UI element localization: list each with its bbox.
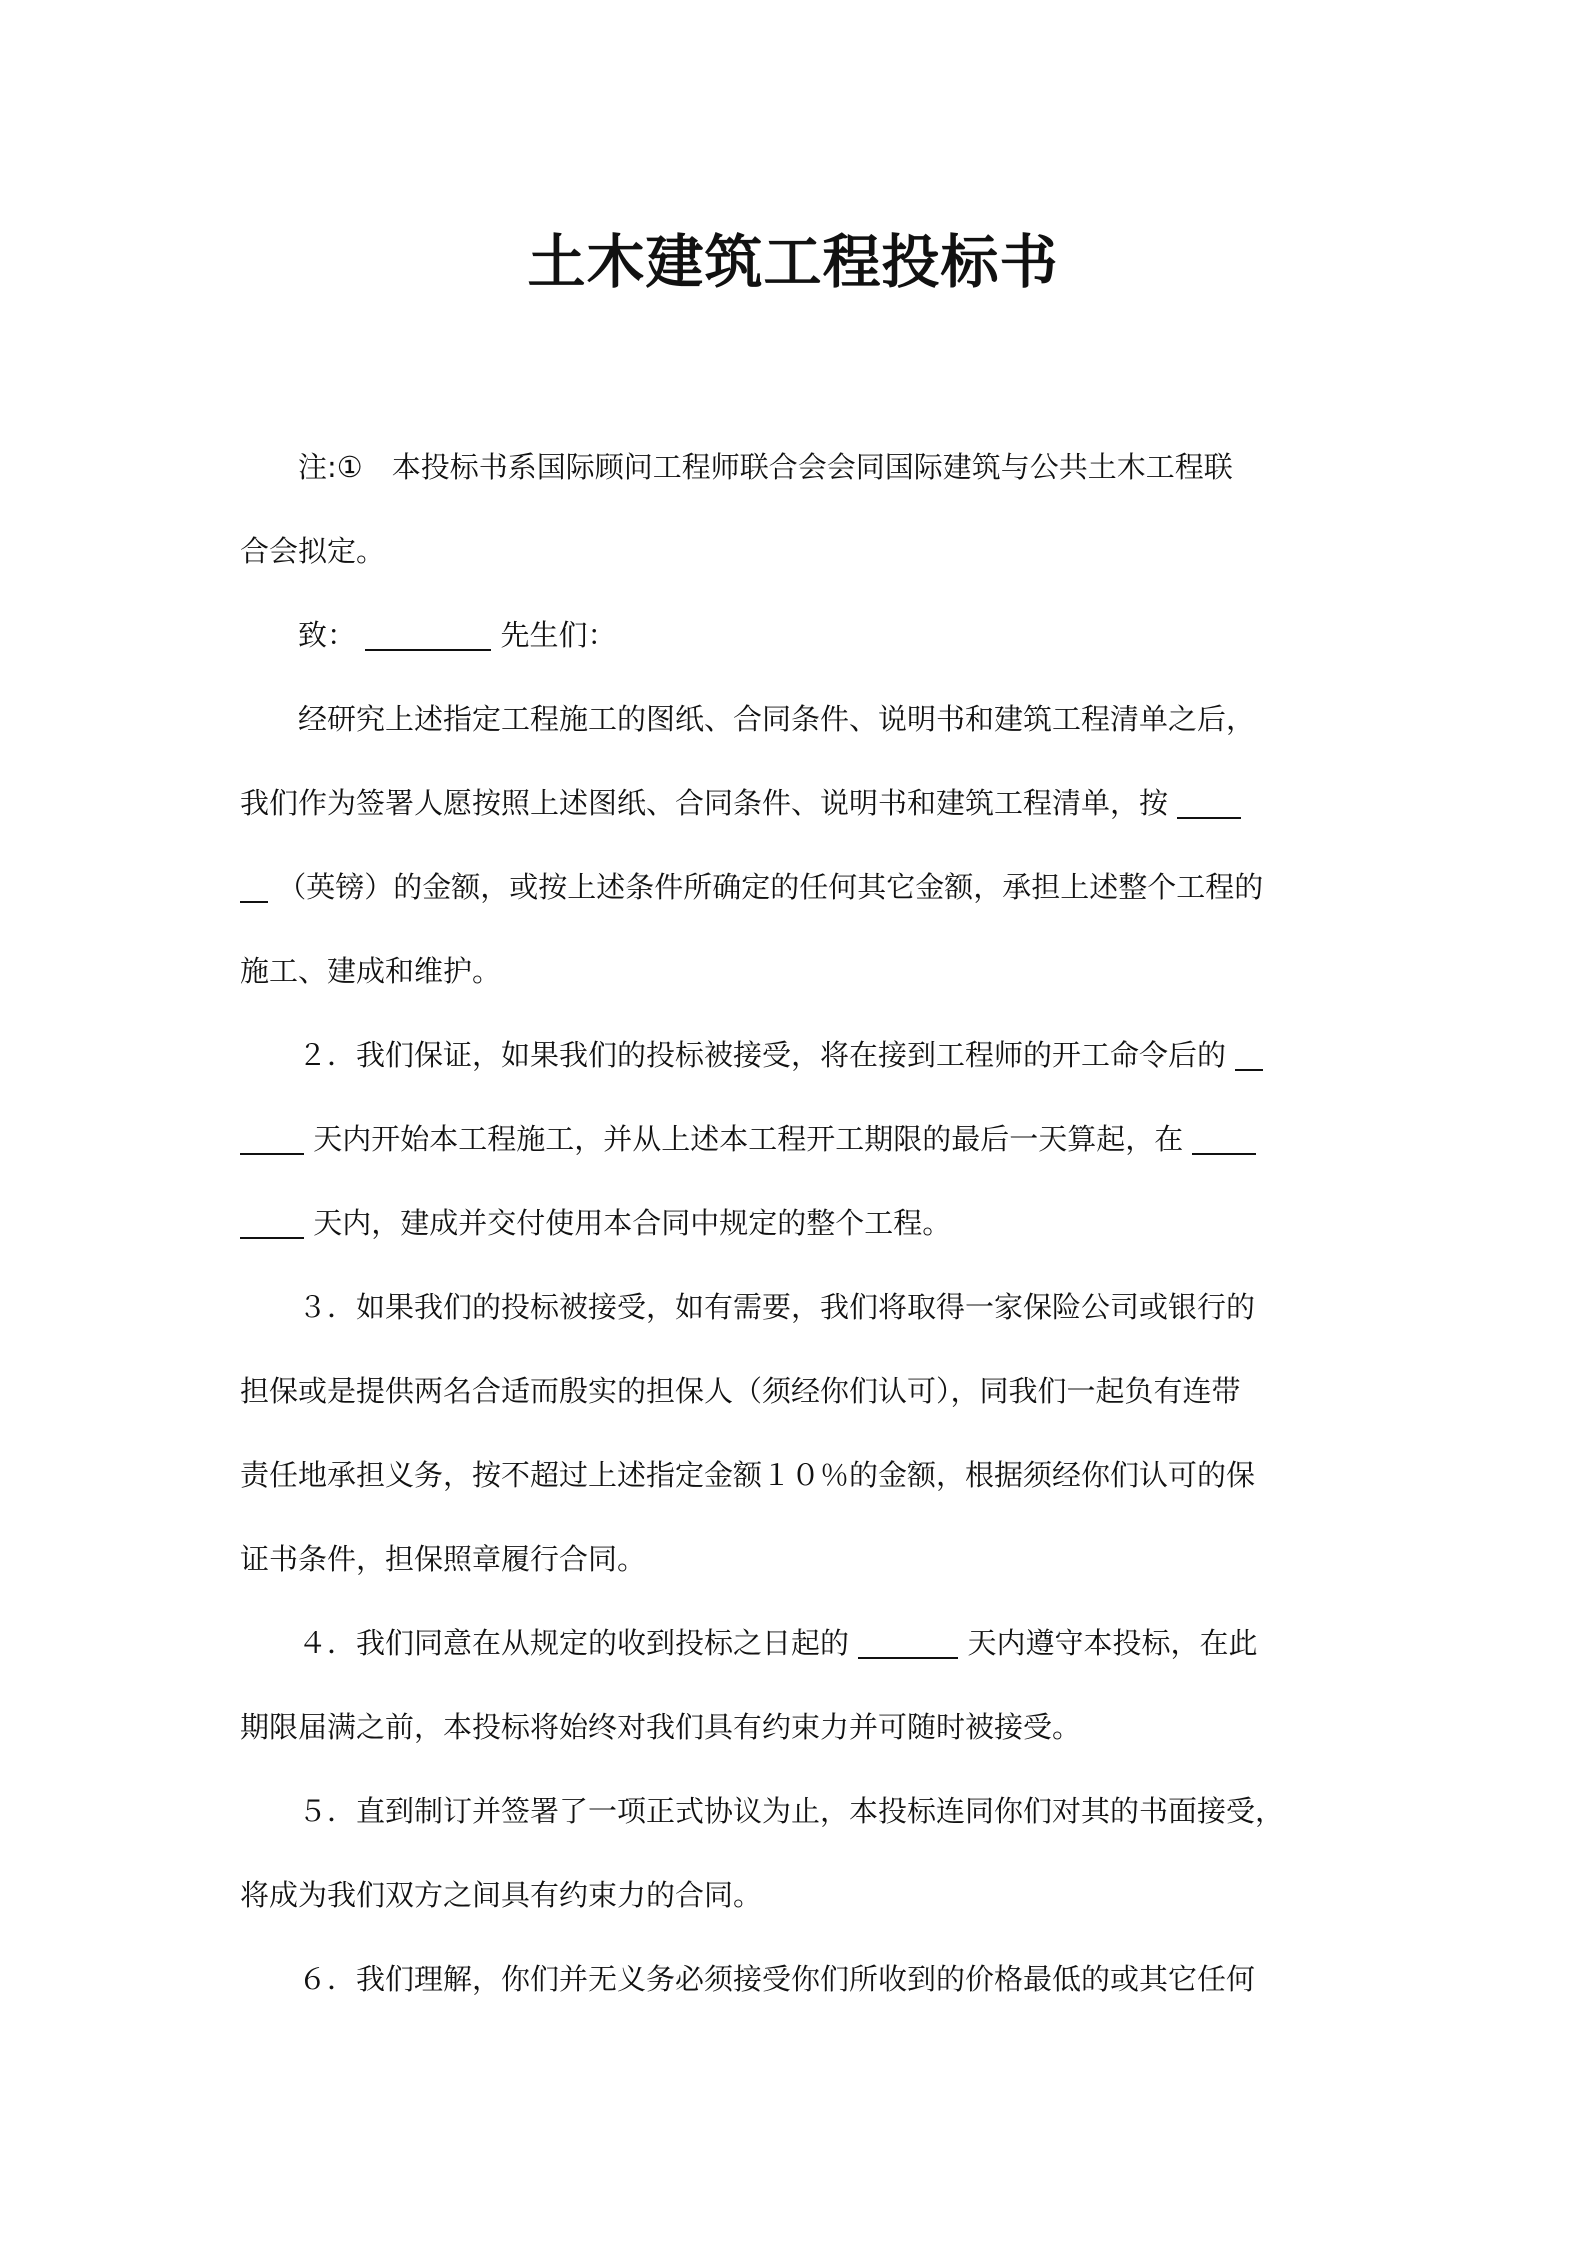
note-line-2: 合会拟定。 — [240, 534, 386, 568]
document-title: 土木建筑工程投标书 — [527, 228, 1059, 296]
amount-blank-part1 — [1177, 787, 1241, 819]
para3-line-4: 证书条件，担保照章履行合同。 — [240, 1542, 647, 1576]
para4-line-1 — [240, 1601, 1350, 1685]
para1-line-4: 施工、建成和维护。 — [240, 954, 502, 988]
salutation-line — [240, 593, 1350, 677]
para1-line-3 — [240, 845, 1350, 929]
validity-days-blank — [858, 1627, 958, 1659]
para2-line-2 — [240, 1097, 1350, 1181]
para1-line-3-text: （英镑）的金额，或按上述条件所确定的任何其它金额，承担上述整个工程的 — [277, 870, 1264, 904]
start-days-blank-part2 — [240, 1123, 304, 1155]
para1-line-1: 经研究上述指定工程施工的图纸、合同条件、说明书和建筑工程清单之后， — [298, 702, 1256, 736]
para2-line-2-text: 天内开始本工程施工，并从上述本工程开工期限的最后一天算起，在 — [313, 1122, 1184, 1156]
salutation-prefix: 致： — [298, 618, 357, 652]
para4-line-2: 期限届满之前，本投标将始终对我们具有约束力并可随时被接受。 — [240, 1710, 1082, 1744]
para2-line-3 — [240, 1181, 1350, 1265]
para5-line-2: 将成为我们双方之间具有约束力的合同。 — [240, 1878, 763, 1912]
note-line-1: 注:① 本投标书系国际顾问工程师联合会会同国际建筑与公共土木工程联 — [298, 450, 1233, 484]
para2-line-1-text: ２．我们保证，如果我们的投标被接受，将在接到工程师的开工命令后的 — [298, 1038, 1227, 1072]
para4-line-1b: 天内遵守本投标，在此 — [967, 1626, 1258, 1660]
para5-line-1: ５．直到制订并签署了一项正式协议为止，本投标连同你们对其的书面接受， — [298, 1794, 1285, 1828]
completion-days-blank-part1 — [1192, 1123, 1256, 1155]
para6-line-1: ６．我们理解，你们并无义务必须接受你们所收到的价格最低的或其它任何 — [298, 1962, 1256, 1996]
para2-line-1 — [240, 1013, 1350, 1097]
para4-line-1a: ４．我们同意在从规定的收到投标之日起的 — [298, 1626, 850, 1660]
amount-blank-part2 — [240, 871, 268, 903]
document-body — [240, 425, 1350, 2021]
addressee-blank — [365, 619, 491, 651]
para3-line-1: ３．如果我们的投标被接受，如有需要，我们将取得一家保险公司或银行的 — [298, 1290, 1256, 1324]
para1-line-2-text: 我们作为签署人愿按照上述图纸、合同条件、说明书和建筑工程清单，按 — [240, 786, 1169, 820]
salutation-suffix: 先生们： — [500, 618, 617, 652]
start-days-blank-part1 — [1235, 1039, 1263, 1071]
para2-line-3-text: 天内，建成并交付使用本合同中规定的整个工程。 — [313, 1206, 952, 1240]
para3-line-3: 责任地承担义务，按不超过上述指定金额１０％的金额，根据须经你们认可的保 — [240, 1458, 1256, 1492]
para3-line-2: 担保或是提供两名合适而殷实的担保人（须经你们认可），同我们一起负有连带 — [240, 1374, 1241, 1408]
para1-line-2 — [240, 761, 1350, 845]
completion-days-blank-part2 — [240, 1207, 304, 1239]
